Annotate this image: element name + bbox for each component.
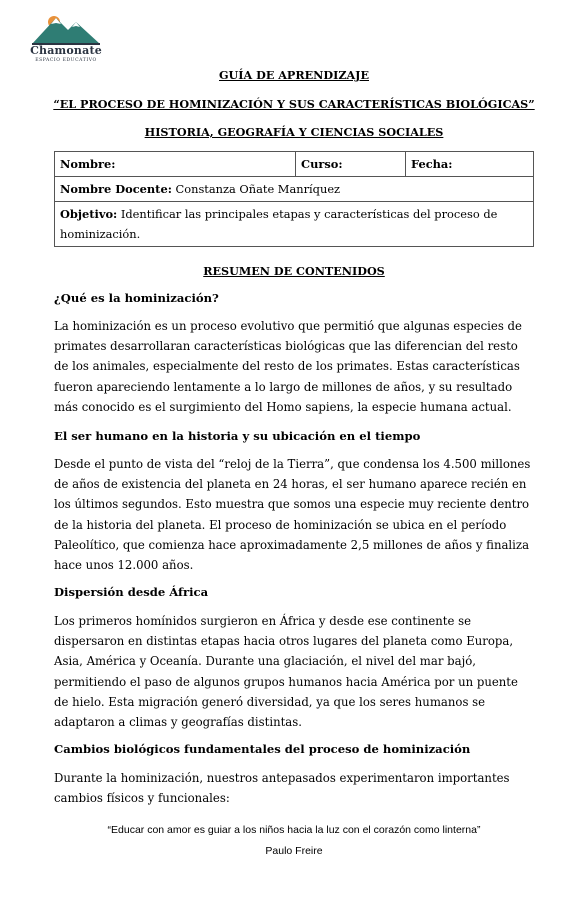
footer-quote: “Educar con amor es guiar a los niños hacia la luz con el corazón como linterna” xyxy=(107,824,481,836)
section-heading: ¿Qué es la hominización? xyxy=(54,291,219,305)
section-paragraph: Desde el punto de vista del “reloj de la Tierra”, que condensa los 4.500 millones de años de existencia del planeta en 24 horas, el ser humano aparece recién en los últimos segundos. Esto muestra que somos una especie muy reciente dentro de la historia del planeta. El proceso de hominización se ubica en el período Paleolítico, que comienza hace aproximadamente 2,5 millones de años y finaliza hace unos 12.000 años. xyxy=(54,457,531,573)
section-heading: Dispersión desde África xyxy=(54,585,209,599)
guide-subtitle: “EL PROCESO DE HOMINIZACIÓN Y SUS CARACTERÍSTICAS BIOLÓGICAS” xyxy=(53,97,535,111)
student-info-table xyxy=(54,151,534,247)
objective-label: Objetivo: xyxy=(60,207,118,221)
objective-text: Identificar las principales etapas y características del proceso de hominización. xyxy=(60,207,498,241)
mountain-logo-icon xyxy=(30,12,102,46)
logo-name: Chamonate xyxy=(30,44,102,57)
course-label: Curso: xyxy=(301,157,343,171)
section-heading: Cambios biológicos fundamentales del proceso de hominización xyxy=(54,742,471,756)
logo-tagline: ESPACIO EDUCATIVO xyxy=(35,58,97,63)
name-label: Nombre: xyxy=(60,157,116,171)
teacher-name: Constanza Oñate Manríquez xyxy=(175,182,341,196)
footer-author: Paulo Freire xyxy=(265,845,323,857)
teacher-label: Nombre Docente: xyxy=(60,182,172,196)
section-paragraph: Durante la hominización, nuestros antepasados experimentaron importantes cambios físicos y funcionales: xyxy=(54,771,510,806)
school-logo xyxy=(30,12,102,64)
date-label: Fecha: xyxy=(411,157,453,171)
section-paragraph: Los primeros homínidos surgieron en África y desde ese continente se dispersaron en distintas etapas hacia otros lugares del planeta como Europa, Asia, América y Oceanía. Durante una glaciación, el nivel del mar bajó, permitiendo el paso de algunos grupos humanos hacia América por un puente de hielo. Esta migración generó diversidad, ya que los seres humanos se adaptaron a climas y geografías distintas. xyxy=(54,614,518,730)
section-heading: El ser humano en la historia y su ubicación en el tiempo xyxy=(54,429,421,443)
guide-title: GUÍA DE APRENDIZAJE xyxy=(219,68,369,82)
section-paragraph: La hominización es un proceso evolutivo que permitió que algunas especies de primates desarrollaran características biológicas que las diferencian del resto de los animales, especialmente del resto de los primates. Estas características fueron apareciendo lentamente a lo largo de millones de años, y su resultado más conocido es el surgimiento del Homo sapiens, la especie humana actual. xyxy=(54,319,522,414)
subject-title: HISTORIA, GEOGRAFÍA Y CIENCIAS SOCIALES xyxy=(144,125,444,139)
summary-heading: RESUMEN DE CONTENIDOS xyxy=(203,264,385,278)
